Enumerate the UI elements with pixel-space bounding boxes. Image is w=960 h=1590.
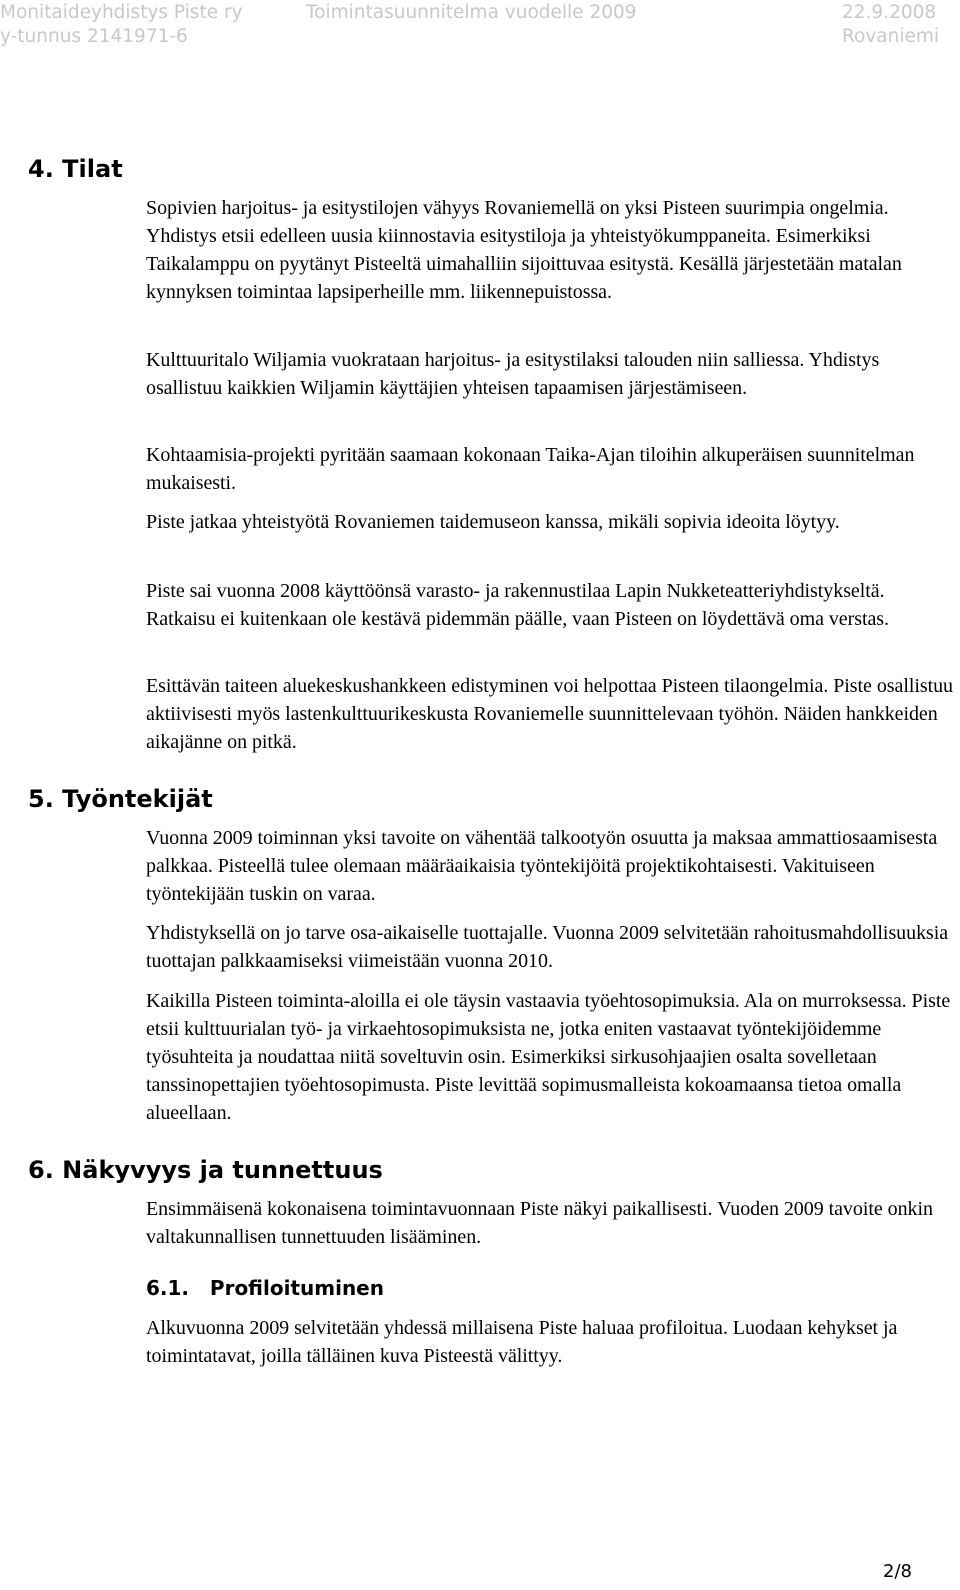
header-doc-title: Toimintasuunnitelma vuodelle 2009 <box>306 2 637 23</box>
paragraph: Esittävän taiteen aluekeskushankkeen edistyminen voi helpottaa Pisteen tilaongelmia. Piste osallistuu aktiivisesti myös lastenkulttuurikeskusta Rovaniemelle suunnittelevaan työhön. Näiden hankkeiden aikajänne on pitkä. <box>146 675 953 753</box>
header-business-id: y-tunnus 2141971-6 <box>0 26 188 47</box>
paragraph: Kulttuuritalo Wiljamia vuokrataan harjoitus- ja esitystilaksi talouden niin salliessa. Yhdistys osallistuu kaikkien Wiljamin käyttäjien yhteisen tapaamisen järjestämiseen. <box>146 349 880 399</box>
section-heading-tyontekijat: 5. Työntekijät <box>28 785 213 813</box>
section-heading-nakyvyys: 6. Näkyvyys ja tunnettuus <box>28 1156 383 1184</box>
paragraph: Kohtaamisia-projekti pyritään saamaan kokonaan Taika-Ajan tiloihin alkuperäisen suunnitelman mukaisesti. <box>146 444 915 494</box>
header-date: 22.9.2008 <box>842 2 937 23</box>
page-header <box>0 0 960 58</box>
header-org: Monitaideyhdistys Piste ry <box>0 2 243 23</box>
section-heading-tilat: 4. Tilat <box>28 155 123 183</box>
paragraph: Vuonna 2009 toiminnan yksi tavoite on vähentää talkootyön osuutta ja maksaa ammattiosaamisesta palkkaa. Pisteellä tulee olemaan määräaikaisia työntekijöitä projektikohtaisesti. Vakituiseen työntekijään tuskin on varaa. <box>146 827 938 905</box>
page-number: 2/8 <box>883 1561 912 1582</box>
paragraph: Piste sai vuonna 2008 käyttöönsä varasto- ja rakennustilaa Lapin Nukketeatteriyhdistykseltä. Ratkaisu ei kuitenkaan ole kestävä pidemmän päälle, vaan Pisteen on löydettävä oma verstas. <box>146 580 889 630</box>
header-city: Rovaniemi <box>842 26 940 47</box>
subsection-heading-profiloituminen: 6.1. Profiloituminen <box>146 1276 384 1300</box>
paragraph: Yhdistyksellä on jo tarve osa-aikaiselle tuottajalle. Vuonna 2009 selvitetään rahoitusmahdollisuuksia tuottajan palkkaamiseksi viimeistään vuonna 2010. <box>146 922 949 972</box>
paragraph: Alkuvuonna 2009 selvitetään yhdessä millaisena Piste haluaa profiloitua. Luodaan kehykset ja toimintatavat, joilla tälläinen kuva Pisteestä välittyy. <box>146 1317 898 1367</box>
paragraph: Kaikilla Pisteen toiminta-aloilla ei ole täysin vastaavia työehtosopimuksia. Ala on murroksessa. Piste etsii kulttuurialan työ- ja virkaehtosopimuksista ne, jotka eniten vastaavat työntekijöidemme työsuhteita ja noudattaa niitä soveltuvin osin. Esimerkiksi sirkusohjaajien osalta sovelletaan tanssinopettajien työehtosopimusta. Piste levittää sopimusmalleista kokoamaansa tietoa omalla alueellaan. <box>146 990 951 1124</box>
paragraph: Sopivien harjoitus- ja esitystilojen vähyys Rovaniemellä on yksi Pisteen suurimpia ongelmia. Yhdistys etsii edelleen uusia kiinnostavia esitystiloja ja yhteistyökumppaneita. Esimerkiksi Taikalamppu on pyytänyt Pisteeltä uimahalliin sijoittuvaa esitystä. Kesällä järjestetään matalan kynnyksen toimintaa lapsiperheille mm. liikennepuistossa. <box>146 197 902 303</box>
paragraph: Piste jatkaa yhteistyötä Rovaniemen taidemuseon kanssa, mikäli sopivia ideoita löytyy. <box>146 511 840 533</box>
paragraph: Ensimmäisenä kokonaisena toimintavuonnaan Piste näkyi paikallisesti. Vuoden 2009 tavoite onkin valtakunnallisen tunnettuuden lisääminen. <box>146 1198 933 1248</box>
